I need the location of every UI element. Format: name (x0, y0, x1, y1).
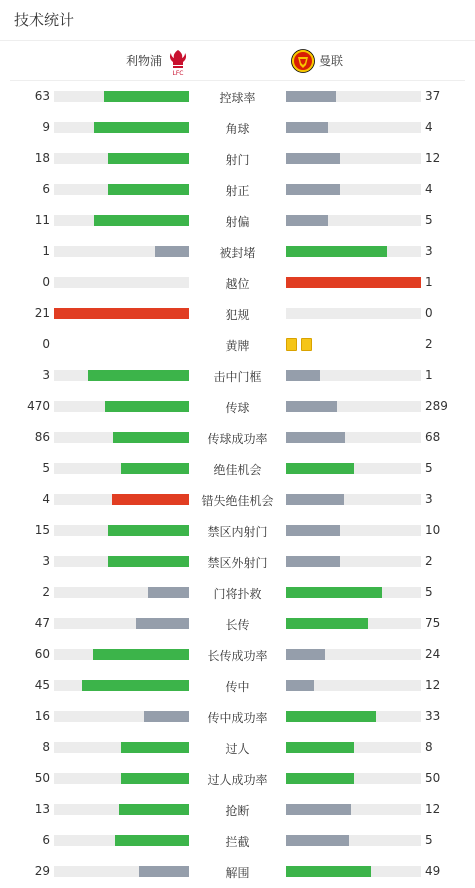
stat-row (0, 707, 475, 727)
stat-label: 长传成功率 (207, 649, 268, 663)
stat-label: 过人成功率 (207, 773, 268, 787)
page-title: 技术统计 (14, 11, 75, 29)
away-value: 0 (425, 306, 433, 320)
home-bar-track (54, 463, 189, 474)
away-value: 3 (425, 244, 433, 258)
stat-label: 射门 (225, 153, 250, 167)
stat-label: 抢断 (225, 804, 250, 818)
home-bar-fill (108, 184, 189, 195)
away-bar-track (286, 711, 421, 722)
home-bar-track (54, 308, 189, 319)
stat-label: 黄牌 (225, 339, 250, 353)
stat-label: 拦截 (225, 835, 250, 849)
home-value: 470 (27, 399, 50, 413)
stat-row (0, 118, 475, 138)
home-bar-fill (94, 122, 189, 133)
home-bar-fill (54, 308, 189, 319)
home-bar-fill (155, 246, 189, 257)
stat-row (0, 490, 475, 510)
home-value: 16 (34, 709, 50, 723)
away-bar-fill (286, 835, 349, 846)
away-bar-track (286, 91, 421, 102)
stat-label: 控球率 (219, 91, 256, 105)
home-bar-track (54, 835, 189, 846)
home-value: 15 (34, 523, 50, 537)
yellow-card-icon (301, 338, 312, 351)
stat-row (0, 180, 475, 200)
home-value: 45 (34, 678, 50, 692)
stat-row (0, 831, 475, 851)
away-bar-track (286, 556, 421, 567)
away-bar-fill (286, 122, 328, 133)
stat-row (0, 428, 475, 448)
stat-label: 被封堵 (219, 246, 256, 260)
away-bar-fill (286, 773, 354, 784)
home-bar-track (54, 277, 189, 288)
away-bar-track (286, 370, 421, 381)
away-bar-track (286, 618, 421, 629)
away-bar-fill (286, 711, 376, 722)
home-bar-fill (136, 618, 189, 629)
stat-label: 传球成功率 (207, 432, 268, 446)
stat-row (0, 583, 475, 603)
home-value: 0 (42, 275, 50, 289)
away-value: 5 (425, 833, 433, 847)
away-value: 5 (425, 461, 433, 475)
away-bar-track (286, 680, 421, 691)
away-value: 68 (425, 430, 441, 444)
stat-label: 门将扑救 (213, 587, 262, 601)
away-value: 50 (425, 771, 441, 785)
home-bar-fill (121, 773, 189, 784)
away-value: 5 (425, 213, 433, 227)
home-logo-text: LFC (172, 70, 184, 77)
home-bar-track (54, 866, 189, 877)
home-value: 86 (34, 430, 50, 444)
away-value: 289 (425, 399, 448, 413)
away-value: 75 (425, 616, 441, 630)
home-value: 1 (42, 244, 50, 258)
home-bar-track (54, 711, 189, 722)
stat-label: 长传 (225, 618, 250, 632)
stat-row (0, 366, 475, 386)
home-bar-fill (144, 711, 189, 722)
stat-row (0, 645, 475, 665)
away-bar-track (286, 773, 421, 784)
away-bar-track (286, 277, 421, 288)
away-bar-fill (286, 246, 387, 257)
manutd-crest-icon (291, 48, 315, 74)
home-bar-track (54, 122, 189, 133)
home-bar-track (54, 525, 189, 536)
away-bar-fill (286, 804, 351, 815)
home-bar-fill (82, 680, 189, 691)
away-bar-track (286, 122, 421, 133)
header-divider (0, 40, 475, 41)
home-bar-track (54, 618, 189, 629)
stat-label: 错失绝佳机会 (201, 494, 274, 508)
away-bar-fill (286, 463, 354, 474)
home-bar-track (54, 370, 189, 381)
stat-label: 击中门框 (213, 370, 262, 384)
home-value: 63 (34, 89, 50, 103)
stat-label: 射正 (225, 184, 250, 198)
home-value: 29 (34, 864, 50, 878)
home-value: 3 (42, 554, 50, 568)
away-value: 12 (425, 151, 441, 165)
stat-row (0, 397, 475, 417)
away-bar-fill (286, 525, 340, 536)
home-value: 2 (42, 585, 50, 599)
away-bar-track (286, 432, 421, 443)
away-value: 2 (425, 554, 433, 568)
away-bar-track (286, 835, 421, 846)
home-bar-fill (93, 649, 189, 660)
yellow-card-icon (286, 338, 297, 351)
home-value: 4 (42, 492, 50, 506)
away-bar-fill (286, 184, 340, 195)
away-value: 8 (425, 740, 433, 754)
away-bar-fill (286, 866, 371, 877)
stat-label: 越位 (225, 277, 250, 291)
away-bar-fill (286, 494, 344, 505)
away-bar-track (286, 246, 421, 257)
stat-row (0, 149, 475, 169)
home-bar-fill (113, 432, 189, 443)
away-bar-fill (286, 649, 325, 660)
away-bar-fill (286, 742, 354, 753)
away-value: 1 (425, 275, 433, 289)
home-team-name: 利物浦 (125, 54, 162, 68)
home-bar-fill (119, 804, 189, 815)
home-value: 50 (34, 771, 50, 785)
away-value: 4 (425, 120, 433, 134)
stat-row (0, 335, 475, 355)
home-value: 8 (42, 740, 50, 754)
away-bar-track (286, 494, 421, 505)
home-bar-fill (88, 370, 189, 381)
home-value: 5 (42, 461, 50, 475)
away-value: 5 (425, 585, 433, 599)
away-bar-track (286, 215, 421, 226)
home-bar-fill (115, 835, 189, 846)
home-bar-track (54, 556, 189, 567)
home-bar-fill (108, 525, 189, 536)
home-bar-track (54, 401, 189, 412)
away-value: 37 (425, 89, 441, 103)
home-bar-track (54, 773, 189, 784)
stat-label: 禁区内射门 (207, 525, 268, 539)
away-value: 33 (425, 709, 441, 723)
home-bar-fill (121, 742, 189, 753)
home-bar-track (54, 680, 189, 691)
away-bar-track (286, 649, 421, 660)
away-bar-track (286, 153, 421, 164)
home-bar-track (54, 804, 189, 815)
stat-label: 解围 (225, 866, 250, 880)
home-bar-track (54, 587, 189, 598)
home-value: 60 (34, 647, 50, 661)
home-value: 0 (42, 337, 50, 351)
home-bar-fill (94, 215, 189, 226)
away-bar-fill (286, 277, 421, 288)
home-bar-track (54, 184, 189, 195)
stat-label: 传中 (225, 680, 250, 694)
stat-label: 绝佳机会 (213, 463, 262, 477)
away-yellow-cards (286, 336, 316, 350)
away-value: 10 (425, 523, 441, 537)
stat-row (0, 87, 475, 107)
stat-label: 传球 (225, 401, 250, 415)
stat-row (0, 862, 475, 882)
away-bar-track (286, 742, 421, 753)
home-value: 6 (42, 182, 50, 196)
away-bar-fill (286, 215, 328, 226)
away-bar-track (286, 463, 421, 474)
home-bar-fill (108, 153, 189, 164)
away-bar-fill (286, 680, 314, 691)
stat-row (0, 769, 475, 789)
team-header (10, 44, 465, 81)
home-bar-track (54, 153, 189, 164)
away-bar-fill (286, 618, 368, 629)
home-bar-track (54, 432, 189, 443)
stat-row (0, 304, 475, 324)
away-bar-fill (286, 556, 340, 567)
away-value: 24 (425, 647, 441, 661)
home-bar-track (54, 742, 189, 753)
away-value: 49 (425, 864, 441, 878)
home-bar-fill (105, 401, 189, 412)
away-value: 2 (425, 337, 433, 351)
stat-label: 传中成功率 (207, 711, 268, 725)
home-bar-fill (112, 494, 189, 505)
stat-row (0, 459, 475, 479)
away-bar-track (286, 587, 421, 598)
stat-row (0, 676, 475, 696)
home-bar-fill (139, 866, 189, 877)
stat-row (0, 738, 475, 758)
away-bar-fill (286, 370, 320, 381)
home-value: 3 (42, 368, 50, 382)
stat-row (0, 242, 475, 262)
stat-row (0, 273, 475, 293)
stat-label: 犯规 (225, 308, 250, 322)
stat-row (0, 211, 475, 231)
liverpool-crest-icon (167, 48, 189, 78)
away-bar-track (286, 308, 421, 319)
home-value: 9 (42, 120, 50, 134)
stat-label: 禁区外射门 (207, 556, 268, 570)
away-bar-fill (286, 91, 336, 102)
home-bar-fill (121, 463, 189, 474)
stat-label: 角球 (225, 122, 250, 136)
stat-label: 过人 (225, 742, 250, 756)
home-value: 21 (34, 306, 50, 320)
away-value: 12 (425, 678, 441, 692)
away-bar-track (286, 184, 421, 195)
home-bar-track (54, 91, 189, 102)
stat-row (0, 552, 475, 572)
away-bar-track (286, 401, 421, 412)
home-value: 18 (34, 151, 50, 165)
home-value: 47 (34, 616, 50, 630)
stat-label: 射偏 (225, 215, 250, 229)
stat-row (0, 521, 475, 541)
away-bar-fill (286, 432, 345, 443)
away-value: 4 (425, 182, 433, 196)
home-bar-fill (104, 91, 189, 102)
away-team-name: 曼联 (319, 54, 344, 68)
home-value: 6 (42, 833, 50, 847)
away-value: 1 (425, 368, 433, 382)
away-value: 12 (425, 802, 441, 816)
home-bar-track (54, 246, 189, 257)
home-bar-track (54, 649, 189, 660)
away-value: 3 (425, 492, 433, 506)
home-bar-fill (148, 587, 189, 598)
away-bar-track (286, 804, 421, 815)
home-bar-track (54, 215, 189, 226)
away-bar-track (286, 525, 421, 536)
home-value: 11 (34, 213, 50, 227)
away-bar-fill (286, 153, 340, 164)
stat-row (0, 800, 475, 820)
away-bar-track (286, 866, 421, 877)
away-bar-fill (286, 587, 382, 598)
away-bar-fill (286, 401, 337, 412)
home-bar-fill (108, 556, 189, 567)
home-value: 13 (34, 802, 50, 816)
stat-row (0, 614, 475, 634)
home-bar-track (54, 494, 189, 505)
